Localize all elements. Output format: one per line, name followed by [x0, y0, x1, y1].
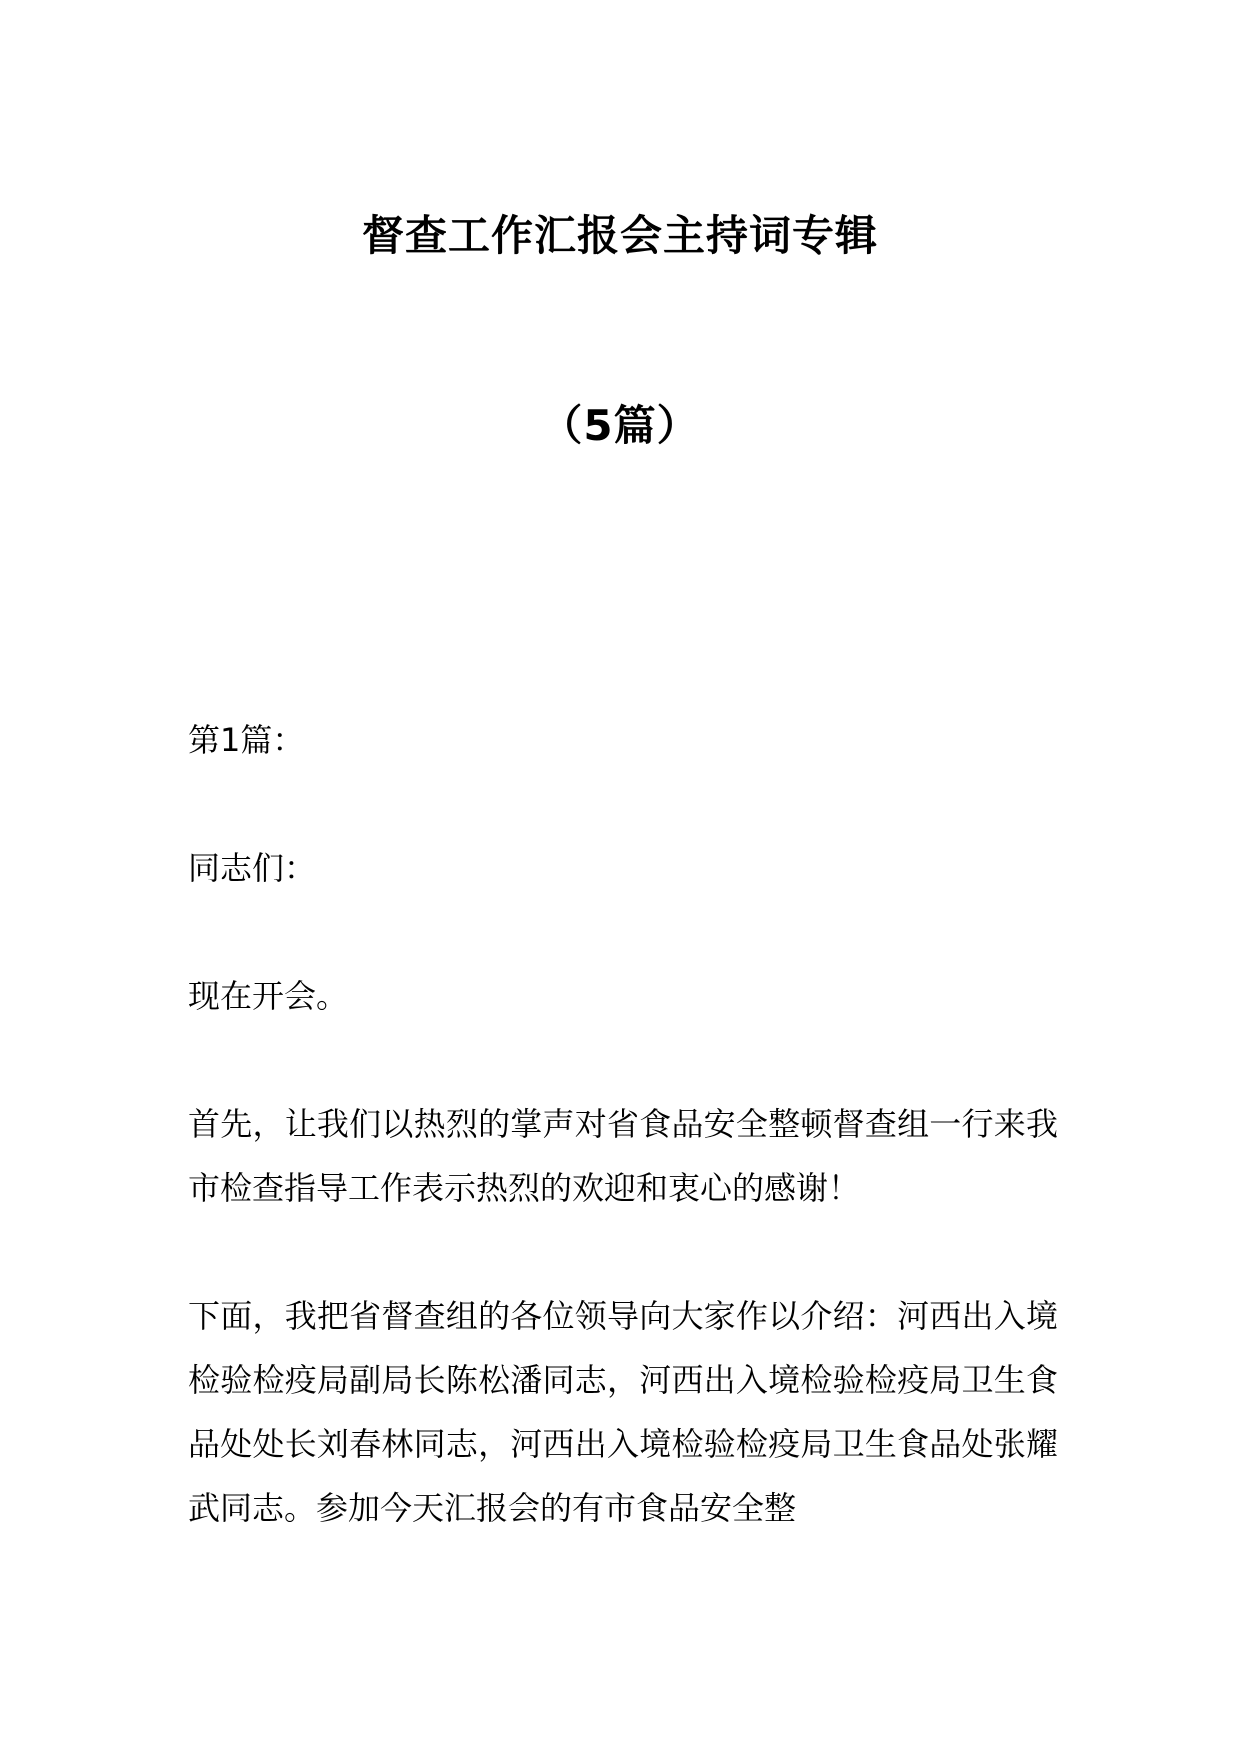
paragraph-opening: 现在开会。 — [188, 977, 349, 1015]
paragraph-welcome: 首先，让我们以热烈的掌声对省食品安全整顿督查组一行来我市检查指导工作表示热烈的欢迎和衷心的感谢！ — [188, 1105, 1058, 1207]
section-heading: 第1篇： — [188, 721, 305, 759]
document-title: 督查工作汇报会主持词专辑 — [361, 211, 878, 260]
paragraph-salutation: 同志们： — [188, 849, 317, 887]
document-body — [188, 708, 1058, 1604]
document-subtitle: （5篇） — [540, 401, 700, 450]
paragraph-introduction: 下面，我把省督查组的各位领导向大家作以介绍：河西出入境检验检疫局副局长陈松潘同志，河西出入境检验检疫局卫生食品处处长刘春林同志，河西出入境检验检疫局卫生食品处张耀武同志。参加今天汇报会的有市食品安全整 — [188, 1297, 1058, 1527]
